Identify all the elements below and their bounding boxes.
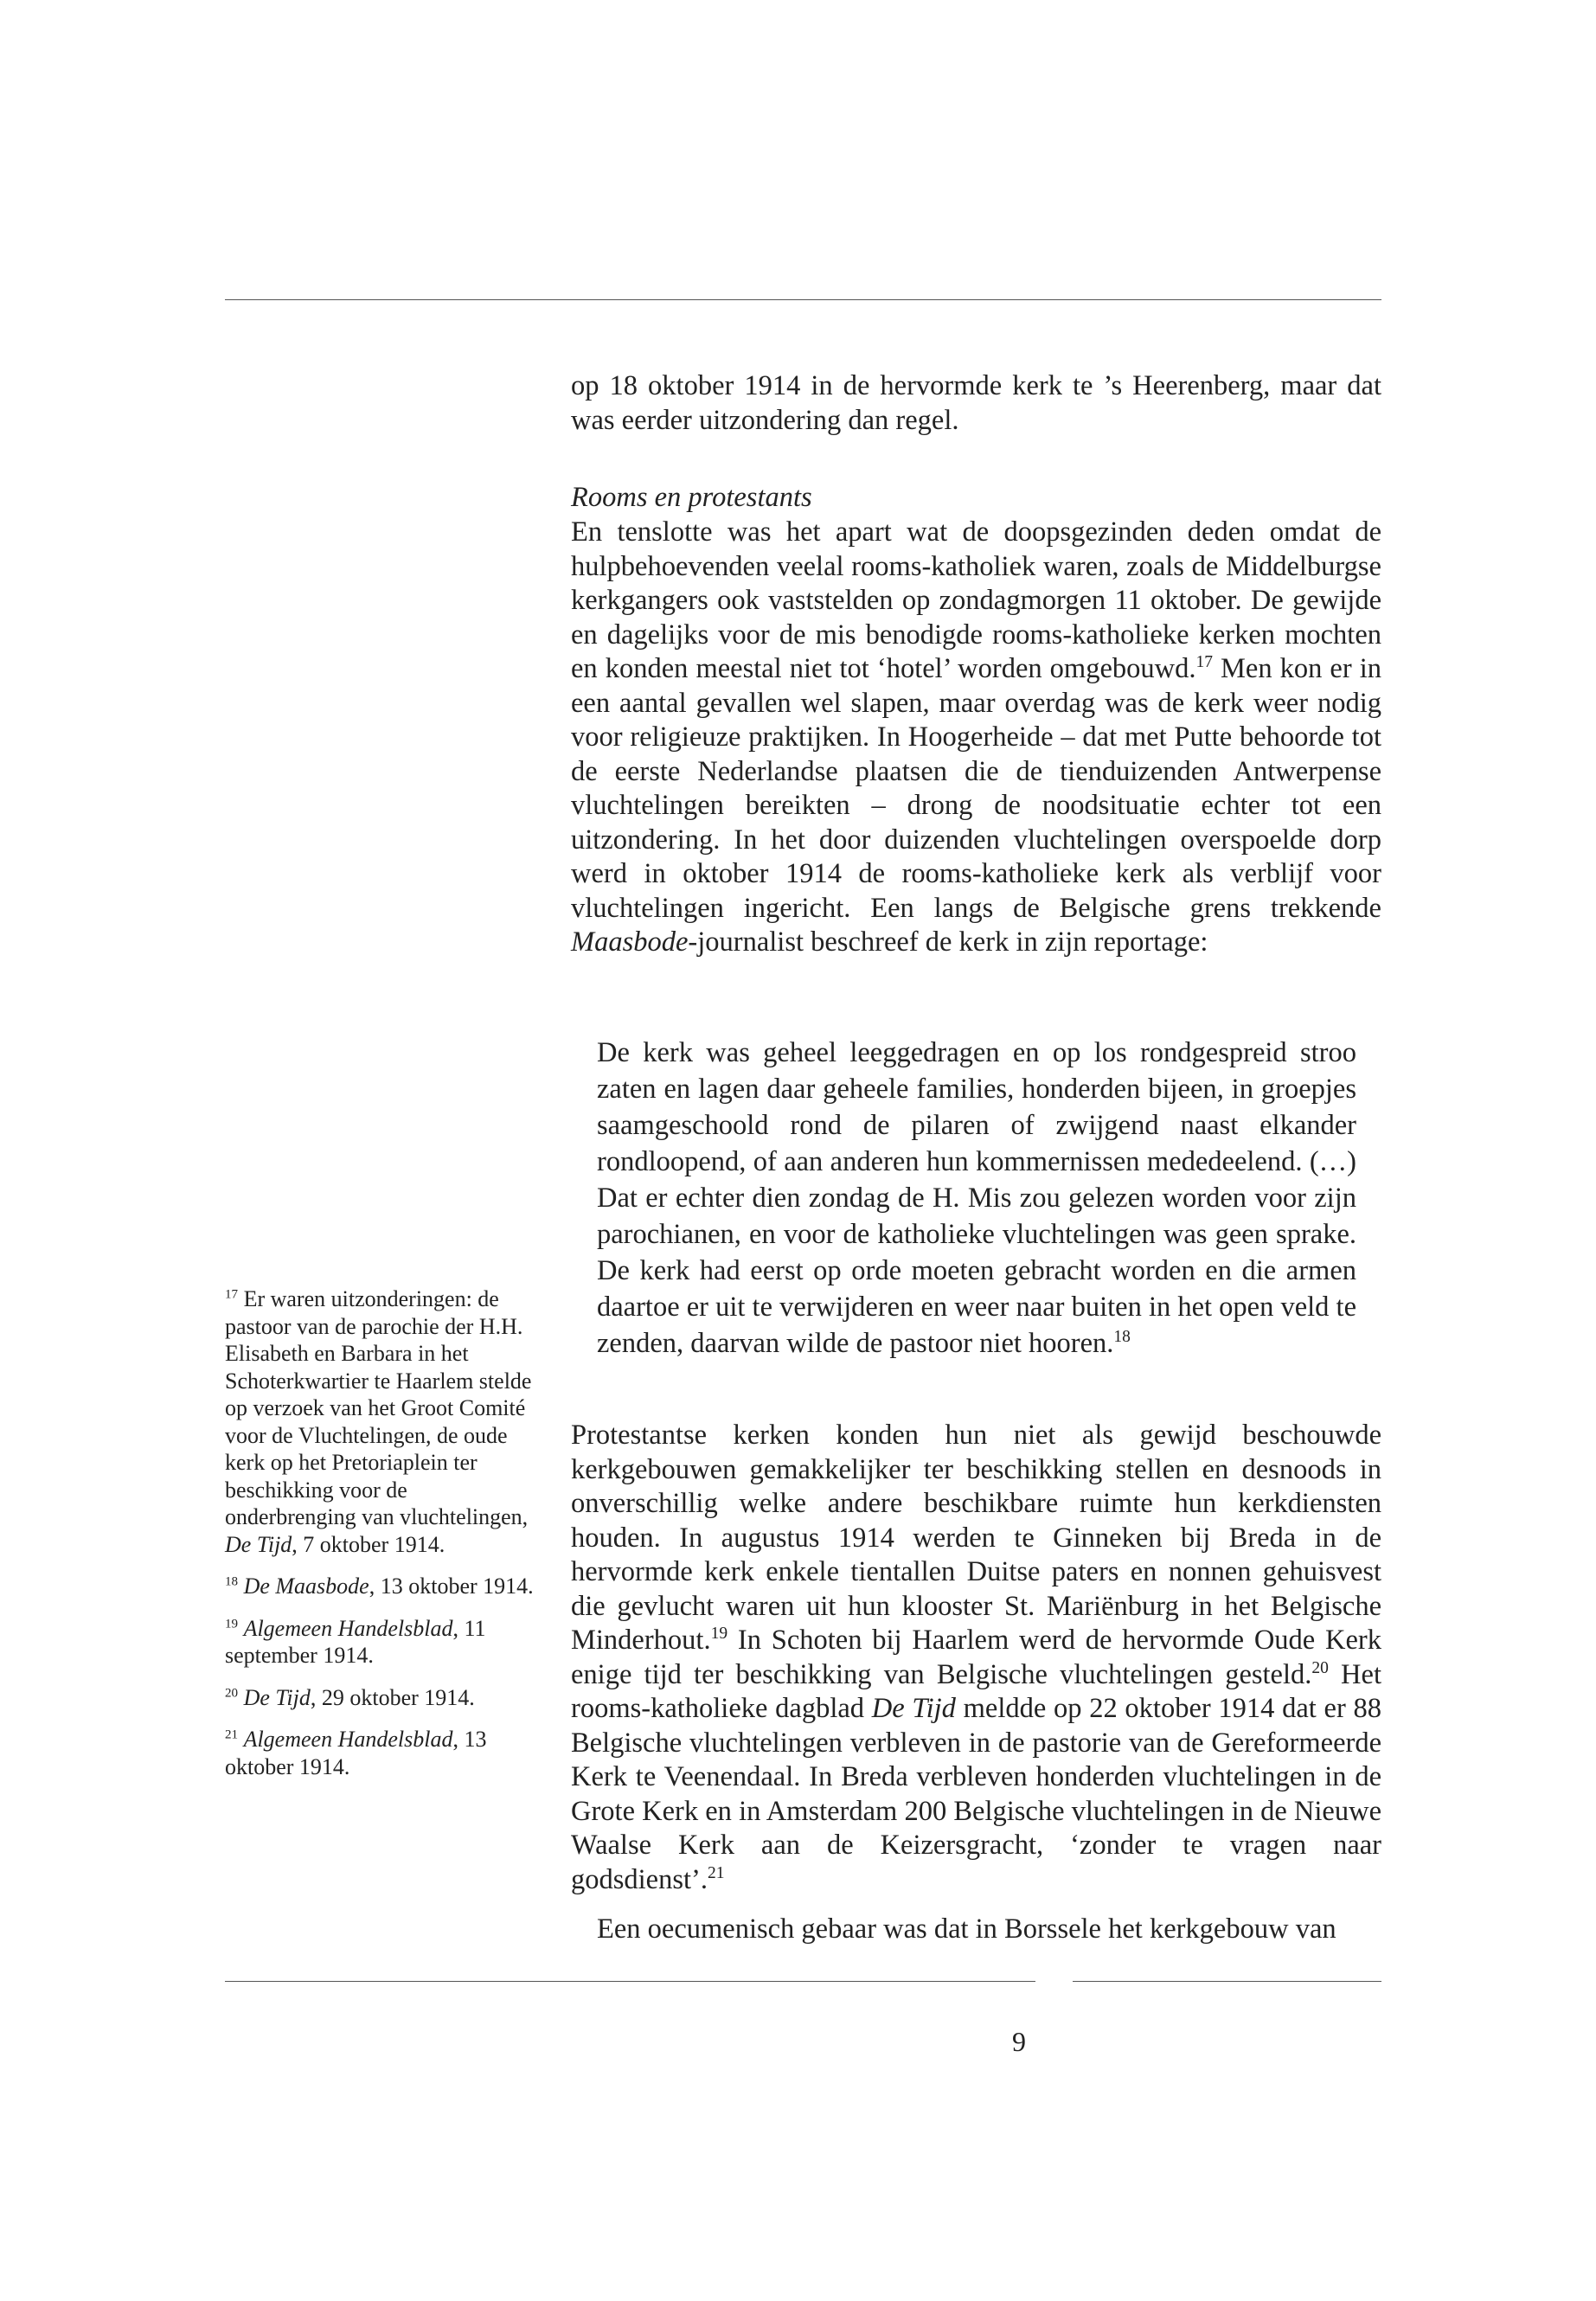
rooms-paragraph	[571, 516, 1381, 960]
footnotes-column	[225, 1285, 535, 1795]
footnote-source: De Tijd	[225, 1531, 292, 1557]
protestant-text-4: meldde op 22 oktober 1914 dat er 88 Belgische vluchtelingen verbleven in de pastorie van de Gereformeerde Kerk te Veenendaal. In Breda verbleven honderden vluchtelingen in de Grote Kerk en in Amsterdam 200 Belgische vluchtelingen in de Nieuwe Waalse Kerk aan de Keizersgracht, ‘zonder te vragen naar godsdienst’.	[571, 1693, 1381, 1895]
footnote-ref-19[interactable]: 19	[710, 1625, 728, 1644]
section-heading: Rooms en protestants	[571, 482, 812, 513]
footnote-date: , 11 september 1914.	[225, 1615, 486, 1668]
footnote-text: Er waren uitzonderingen: de pastoor van de parochie der H.H. Elisabeth en Barbara in het Schoterkwartier te Haarlem stelde op verzoek van het Groot Comité voor de Vluchtelingen, de oude kerk op het Pretoriaplein ter beschikking voor de onderbrenging van vluchtelingen,	[225, 1286, 532, 1529]
footnote-number: 20	[225, 1685, 239, 1700]
footnote-19	[225, 1615, 535, 1670]
footnote-17	[225, 1285, 535, 1558]
intro-paragraph: op 18 oktober 1914 in de hervormde kerk te ’s Heerenberg, maar dat was eerder uitzondering dan regel.	[571, 370, 1381, 436]
footnote-ref-21[interactable]: 21	[707, 1863, 725, 1882]
footnote-source: Algemeen Handelsblad	[243, 1727, 453, 1752]
bottom-rule-right	[1073, 1981, 1381, 1982]
protestant-text-3: Het rooms-katholieke dagblad	[571, 1658, 1381, 1724]
bottom-rule-left	[225, 1981, 1035, 1982]
footnote-number: 17	[225, 1287, 239, 1302]
block-quote	[597, 1035, 1356, 1362]
footnote-date: , 7 oktober 1914.	[292, 1531, 445, 1557]
footnote-ref-20[interactable]: 20	[1311, 1658, 1329, 1677]
footnote-18	[225, 1573, 535, 1600]
footnote-source: De Tijd	[243, 1684, 311, 1710]
footnote-source: De Maasbode	[243, 1574, 369, 1599]
rooms-italic-maasbode: Maasbode	[571, 926, 689, 958]
protestant-text-2: In Schoten bij Haarlem werd de hervormde Oude Kerk enige tijd ter beschikking van Belgische vluchtelingen gesteld.	[571, 1625, 1381, 1690]
quote-text: De kerk was geheel leeggedragen en op los rondgespreid stroo zaten en lagen daar geheele families, honderden bijeen, in groepjes saamgeschoold rond de pilaren of zwijgend naast elkander rondloopend, of aan anderen hun kommernissen mededeelend. (…) Dat er echter dien zondag de H. Mis zou gelezen worden voor zijn parochianen, en voor de katholieke vluchtelingen was geen sprake. De kerk had eerst op orde moeten gebracht worden en die armen daartoe er uit te verwijderen en weer naar buiten in het open veld te zenden, daarvan wilde de pastoor niet hooren.	[597, 1037, 1357, 1359]
footnote-ref-18[interactable]: 18	[1113, 1328, 1131, 1347]
top-rule	[225, 299, 1381, 300]
footnote-21	[225, 1726, 535, 1780]
rooms-text-3: -journalist beschreef de kerk in zijn reportage:	[688, 926, 1208, 958]
protestant-paragraph	[571, 1419, 1381, 1897]
rooms-text-2: Men kon er in een aantal gevallen wel slapen, maar overdag was de kerk weer nodig voor religieuze praktijken. In Hoogerheide – dat met Putte behoorde tot de eerste Nederlandse plaatsen die de tienduizenden Antwerpense vluchtelingen bereikten – drong de noodsituatie echter tot een uitzondering. In het door duizenden vluchtelingen overspoelde dorp werd in oktober 1914 de rooms-katholieke kerk als verblijf voor vluchtelingen ingericht. Een langs de Belgische grens trekkende	[571, 653, 1382, 924]
page-number-text: 9	[1012, 2026, 1026, 2057]
footnote-number: 19	[225, 1616, 239, 1631]
footnote-date: , 29 oktober 1914.	[310, 1684, 475, 1710]
protestant-italic-detijd: De Tijd	[871, 1693, 956, 1724]
protestant-text-1: Protestantse kerken konden hun niet als gewijd beschouwde kerkgebouwen gemakkelijker ter beschikking stellen en desnoods in onverschillig welke andere beschikbare ruimte hun kerkdiensten houden. In augustus 1914 werden te Ginneken bij Breda in de hervormde kerk enkele tientallen Duitse paters en nonnen gehuisvest die gevlucht waren uit hun klooster St. Mariënburg in het Belgische Minderhout.	[571, 1420, 1381, 1656]
footnote-date: , 13 oktober 1914.	[225, 1727, 487, 1779]
footnote-date: , 13 oktober 1914.	[369, 1574, 534, 1599]
rooms-text-1: En tenslotte was het apart wat de doopsgezinden deden omdat de hulpbehoevenden veelal rooms-katholiek waren, zoals de Middelburgse kerkgangers ook vaststelden op zondagmorgen 11 oktober. De gewijde en dagelijks voor de mis benodigde rooms-katholieke kerken mochten en konden meestal niet tot ‘hotel’ worden omgebouwd.	[571, 516, 1381, 684]
footnote-20	[225, 1684, 535, 1712]
oecumenical-paragraph: Een oecumenisch gebaar was dat in Borssele het kerkgebouw van	[597, 1913, 1336, 1945]
footnote-source: Algemeen Handelsblad	[243, 1615, 453, 1641]
footnote-ref-17[interactable]: 17	[1195, 653, 1213, 672]
footnote-number: 21	[225, 1727, 239, 1742]
footnote-number: 18	[225, 1574, 239, 1589]
